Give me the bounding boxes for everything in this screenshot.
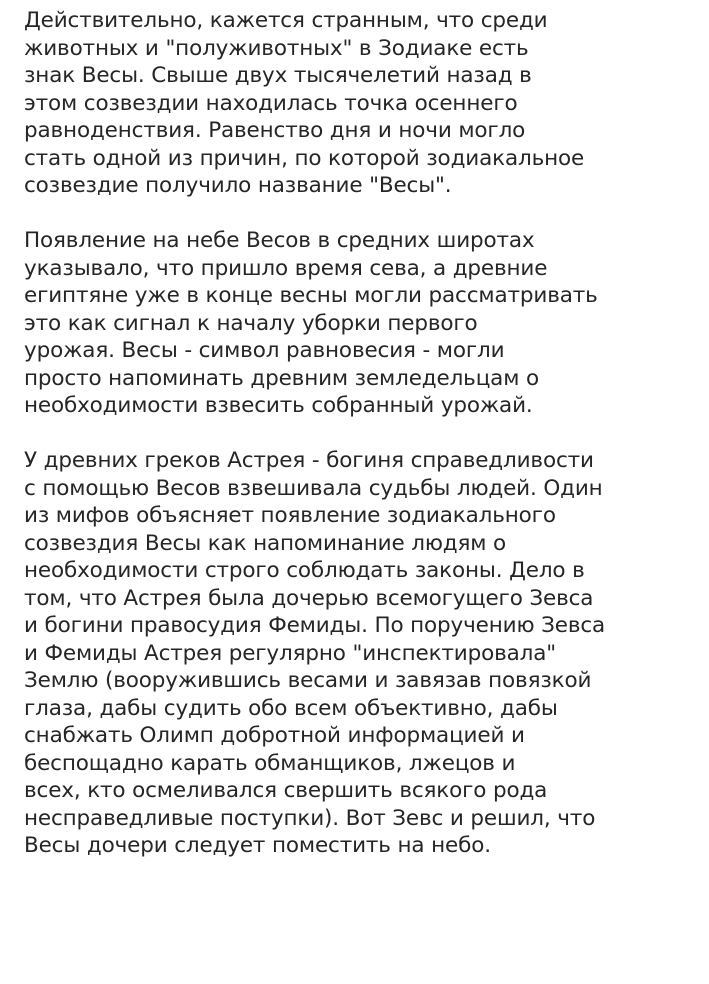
text-line: созвездие получило название "Весы". [24, 173, 452, 198]
text-line: и богини правосудия Фемиды. По поручению Зевса [24, 613, 606, 638]
paragraph-zodiac-libra-origin [24, 7, 709, 200]
text-line: Землю (вооружившись весами и завязав повязкой [24, 668, 592, 693]
text-line: Действительно, кажется странным, что среди [24, 8, 548, 33]
text-line: всех, кто осмеливался свершить всякого рода [24, 778, 548, 803]
text-line: из мифов объясняет появление зодиакального [24, 503, 556, 528]
text-line: беспощадно карать обманщиков, лжецов и [24, 750, 516, 776]
text-line: указывало, что пришло время сева, а древние [24, 255, 548, 281]
text-line: животных и "полуживотных" в Зодиаке есть [24, 35, 529, 61]
text-line: знак Весы. Свыше двух тысячелетий назад в [24, 63, 532, 88]
text-line: необходимости взвесить собранный урожай. [24, 393, 533, 418]
text-line: равноденствия. Равенство дня и ночи могло [24, 118, 526, 143]
text-line: У древних греков Астрея - богиня справедливости [24, 448, 594, 473]
text-line: стать одной из причин, по которой зодиакальное [24, 145, 585, 171]
text-line: созвездия Весы как напоминание людям о [24, 530, 507, 556]
paragraph-sowing-harvest [24, 227, 709, 420]
text-line: необходимости строго соблюдать законы. Дело в [24, 558, 585, 583]
text-line: урожая. Весы - символ равновесия - могли [24, 338, 505, 363]
text-line: египтяне уже в конце весны могли рассматривать [24, 283, 598, 308]
text-line: глаза, дабы судить обо всем объективно, дабы [24, 695, 558, 721]
text-line: и Фемиды Астрея регулярно "инспектировала" [24, 640, 557, 666]
text-line: том, что Астрея была дочерью всемогущего Зевса [24, 585, 594, 611]
text-line: несправедливые поступки). Вот Зевс и решил, что [24, 805, 596, 831]
text-line: просто напоминать древним земледельцам о [24, 365, 539, 391]
paragraph-astraea-myth [24, 447, 709, 860]
text-line: Весы дочери следует поместить на небо. [24, 833, 491, 858]
text-line: снабжать Олимп добротной информацией и [24, 723, 525, 748]
text-line: этом созвездии находилась точка осеннего [24, 90, 518, 116]
text-line: это как сигнал к началу уборки первого [24, 310, 478, 336]
text-line: Появление на небе Весов в средних широтах [24, 228, 535, 253]
text-line: с помощью Весов взвешивала судьбы людей. Один [24, 475, 603, 501]
